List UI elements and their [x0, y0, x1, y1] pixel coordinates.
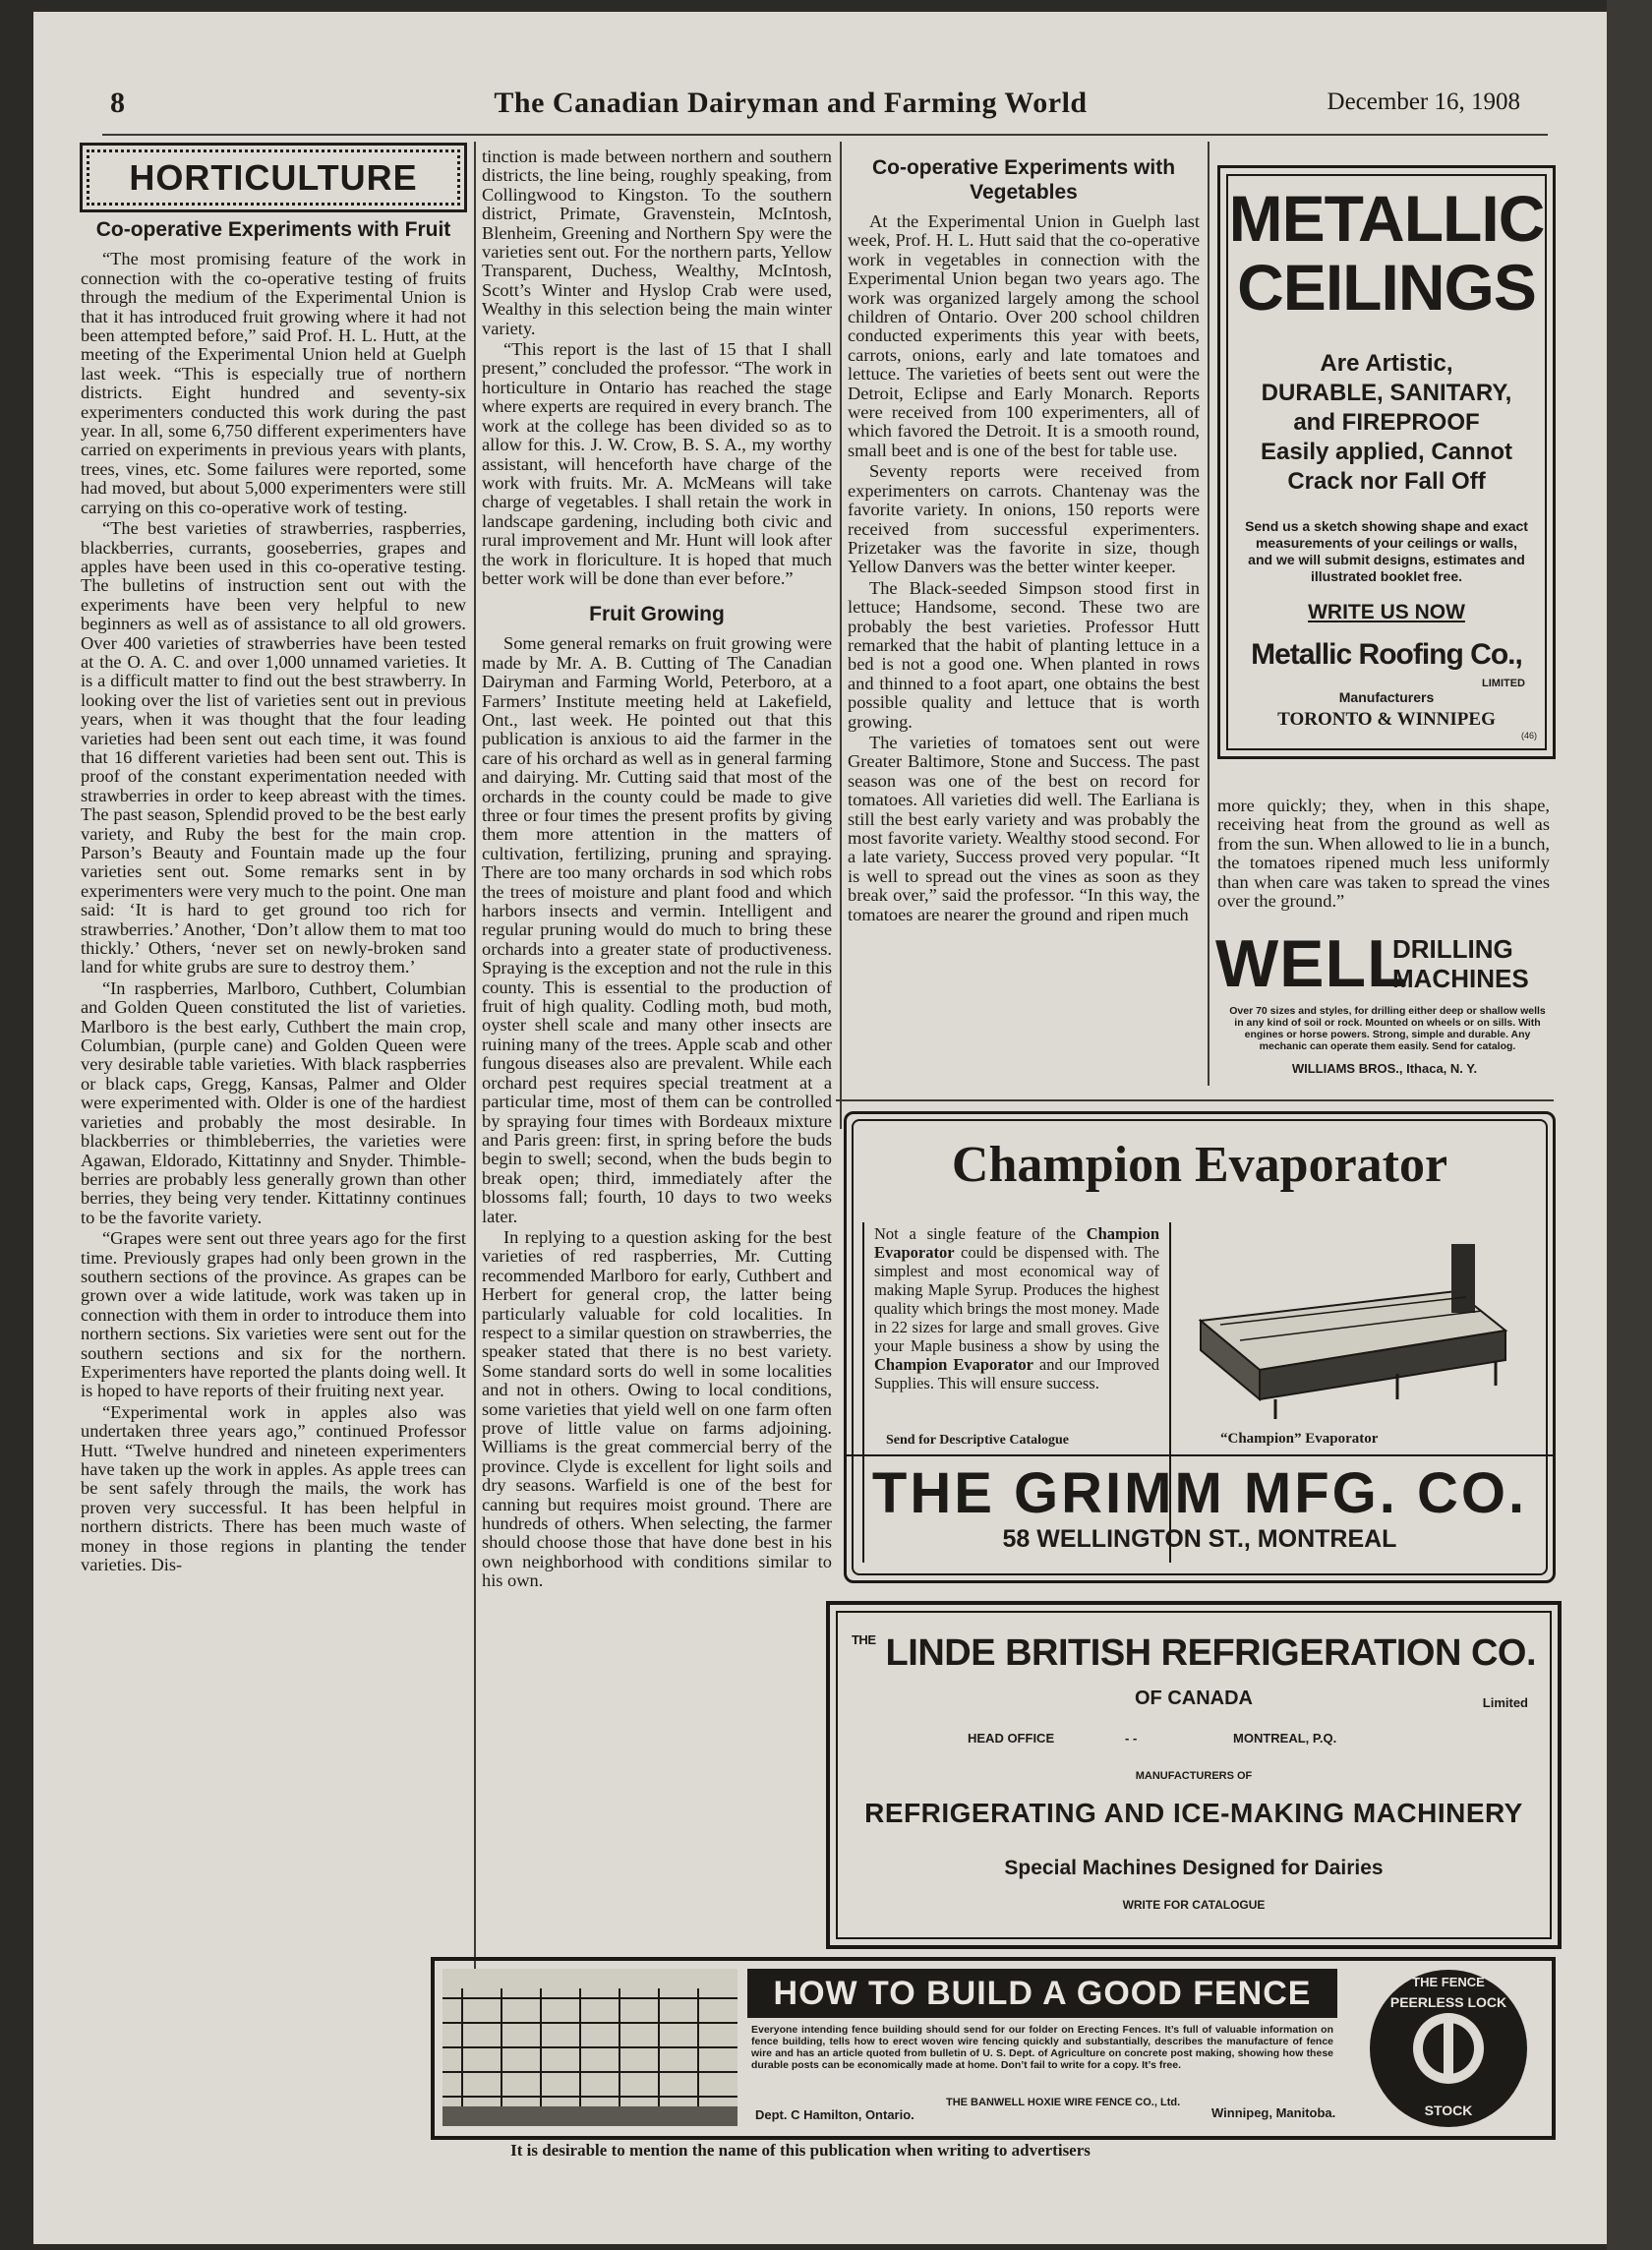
badge-top: THE FENCE — [1412, 1975, 1485, 1989]
fence-text: Everyone intending fence building should send for our folder on Erecting Fences. It’s full of valuable information on fence building, tells how to erect woven wire fencing quickly and substantially, describes the manufacture of fence wire and has an article quoted from bulletin of U. S. Dept. of Agriculture on concrete post making, showing how these durable posts can be economically made at home. Don’t fail to write for a copy. It’s free. — [751, 2024, 1333, 2071]
metallic-cities: TORONTO & WINNIPEG — [1277, 709, 1496, 730]
ad-fence — [431, 1957, 1556, 2140]
metallic-limited: LIMITED — [1482, 678, 1525, 689]
paragraph: At the Experimental Union in Guelph last week, Prof. H. L. Hutt said that the co-operative work in vegetables in connection with the Experimental Union began two years ago. The work was organized largely among the school children of Ontario. Over 200 school children conducted experiments this year with beets, carrots, onions, early and late tomatoes and lettuce. The varieties of beets sent out were the Detroit, Eclipse and Early Monarch. Reports were received from 100 experimenters, all of which favored the Detroit. It is a smooth round, small beet and is one of the best for table use. — [848, 211, 1200, 460]
paragraph: “In raspberries, Marlboro, Cuthbert, Columbian and Golden Queen constituted the list of varieties. Marlboro is the best early, Cuthbert the main crop, Columbian, (purple cane) and Golden Queen were very desirable table varieties. With black raspberries or black caps, Gregg, Kansas, Palmer and Older were experimented with. Older is one of the hardiest varieties and probably the most desirable. In blackberries or thimbleberries, the varieties were Agawan, Eldorado, Kittatinny and Snyder. Thimble-berries are probably less generally grown than other berries, they being very tender. Kittatinny continues to be the favorite variety. — [81, 977, 466, 1227]
fence-title: HOW TO BUILD A GOOD FENCE — [747, 1969, 1337, 2018]
paragraph: “Grapes were sent out three years ago for the first time. Previously grapes had only been grown in the southern sections of the province. As grapes can be grown over a wide latitude, work was taken up in connection with them in order to introduce them into northern sections. Six varieties were sent out for the southern sections and six for the northern. Experimenters have reported the plants doing well. It is hoped to have reports of their fruiting next year. — [81, 1228, 466, 1401]
well-company: WILLIAMS BROS., Ithaca, N. Y. — [1291, 1061, 1478, 1076]
paragraph: “Experimental work in apples also was undertaken three years ago,” continued Professor Hutt. “Twelve hundred and nineteen experimenters have taken up the work in apples. As apple trees can be sent safely through the mails, the work has proven very successful. It has been helpful in northern districts. There has been much waste of money in those regions in planting the tender varieties. Dis- — [81, 1401, 466, 1575]
well-right: DRILLING MACHINES — [1392, 934, 1529, 993]
paragraph: Some general remarks on fruit growing were made by Mr. A. B. Cutting of The Canadian Dairyman and Farming World, Peterboro, at a Farmers’ Institute meeting held at Lakefield, Ont., last week. He pointed out that this publication is anxious to aid the farmer in the care of his orchard as well as in general farming and dairying. Mr. Cutting said that most of the orchards in the county could be made to give three or four times the present profits by giving them more attention in the matters of cultivation, fertilizing, pruning and spraying. There are too many orchards in sod which robs the trees of moisture and plant food and which harbors insects and vermin. Intelligent and regular pruning would do much to bring these orchards into a greater state of productiveness. Spraying is the exception and not the rule in this county. This is essential to the production of fruit of high quality. Codling moth, bud moth, oyster shell scale and many other insects are ruining many of the trees. Apple scab and other fungous diseases also are prevalent. While each orchard pest requires special treatment at a particular time, most of them can be controlled by spraying four times with Bordeaux mixture and Paris green: first, in spring before the buds begin to swell; second, when the buds begin to break open; third, immediately after the blossoms fall; fourth, 10 days to two weeks later. — [482, 633, 832, 1226]
badge-bottom: STOCK — [1424, 2102, 1473, 2118]
fence-winnipeg: Winnipeg, Manitoba. — [1211, 2105, 1336, 2120]
evaporator-illustration — [1181, 1242, 1535, 1429]
paragraph: more quickly; they, when in this shape, receiving heat from the ground as well as from the sun. When allowed to lie in a bunch, the tomatoes ripened much less uniformly than when care was taken to spread the vines over the ground.” — [1217, 796, 1550, 912]
column-rule — [1208, 142, 1210, 1086]
rule — [836, 1099, 1554, 1101]
column-3 — [848, 155, 1200, 926]
ad-champion-evaporator — [844, 1111, 1556, 1583]
footer-note: It is desirable to mention the name of this publication when writing to advertisers — [510, 2141, 1091, 2160]
linde-name-row: $^{THE}$ LINDE BRITISH REFRIGERATION CO. — [851, 1632, 1537, 1674]
header-rule — [102, 134, 1548, 136]
champion-company: THE GRIMM MFG. CO. — [871, 1461, 1528, 1525]
column-rule — [474, 142, 476, 2126]
linde-head: HEAD OFFICE — [968, 1731, 1055, 1746]
linde-mfr: MANUFACTURERS OF — [1135, 1770, 1253, 1782]
newspaper-page — [33, 12, 1607, 2244]
champion-address: 58 WELLINGTON ST., MONTREAL — [1002, 1525, 1397, 1553]
page-number: 8 — [110, 87, 125, 119]
linde-of: OF CANADA — [1135, 1688, 1253, 1709]
paragraph: Seventy reports were received from experimenters on carrots. Chantenay was the favorite variety. In onions, 150 reports were received from successful experimenters. Prizetaker was the favorite in size, though Yellow Danvers was the better winter keeper. — [848, 461, 1200, 577]
paragraph: “The most promising feature of the work in connection with the co-operative testing of fruits through the medium of the Experimental Union is that it has introduced fruit growing where it had not been attempted before,” said Prof. H. L. Hutt, at the meeting of the Experimental Union held at Guelph last week. “This is especially true of northern districts. Eight hundred and seventy-six experimenters conducted this work during the past year. In all, some 6,750 different experimenters have carried on experiments in previous years with plants, trees, vines, etc. Some failures were reported, some had moved, but about 5,000 experimenters were still carrying on this co-operative work of testing. — [81, 249, 466, 517]
metallic-title: METALLIC CEILINGS — [1228, 182, 1545, 324]
champion-title: Champion Evaporator — [951, 1137, 1448, 1193]
champion-text: Not a single feature of the Champion Evaporator could be dispensed with. The simplest and most economical way of making Maple Syrup. Produces the highest quality which brings the most money. Made in 22 sizes for large and small groves. Give your Maple business a show by using the Champion Evaporator and our Improved Supplies. This will ensure success. — [874, 1224, 1159, 1392]
ad-well-drilling — [1215, 926, 1554, 1084]
column-4-text — [1217, 797, 1550, 913]
paragraph: “The best varieties of strawberries, raspberries, blackberries, currants, gooseberries, grapes and apples have been used in this co-operative testing. The bulletins of instruction sent out with the experiments have been very helpful to new beginners as well as of assistance to all old growers. Over 400 varieties of strawberries have been tested at the O. A. C. and over 1,000 unnamed varieties. It is a difficult matter to find out the best strawberry. In looking over the list of varieties sent out in previous years, when it was thought that the four leading varieties had been sent out each time, it was found that 16 different varieties had been sent out. This is proof of the constant experimentation needed with strawberries in order to keep abreast with the times. The past season, Splendid proved to be the best early variety, and Ruby the best for the main crop. Parson’s Beauty and Fountain made up the four varieties sent out. Some remarks sent in by experimenters were very much to the point. One man said: ‘It is hard to get ground too rich for strawberries.’ Another, ‘Don’t allow them to mat too thickly.’ Others, ‘never set on newly-broken sand land for white grubs are sure to destroy them.’ — [81, 518, 466, 977]
linde-write: WRITE FOR CATALOGUE — [1122, 1898, 1266, 1912]
section-banner: HORTICULTURE — [87, 149, 460, 206]
well-big: WELL — [1215, 926, 1409, 1001]
linde-special: Special Machines Designed for Dairies — [1004, 1857, 1384, 1879]
ad-linde-refrigeration — [826, 1601, 1562, 1949]
metallic-small: Send us a sketch showing shape and exact measurements of your ceilings or walls, and we will submit designs, estimates and illustrated booklet free. — [1245, 518, 1528, 584]
paragraph: tinction is made between northern and southern districts, the line being, roughly speaking, from Collingwood to Kingston. To the southern district, Primate, Gravenstein, McIntosh, Blenheim, Greening and Northern Spy were the varieties sent out. For the northern parts, Yellow Transparent, Duchess, Wealthy, McIntosh, Scott’s Winter and Hyslop Crab were used, Wealthy in this selection being the main winter variety. — [482, 147, 832, 338]
metallic-manufacturers: Manufacturers — [1338, 689, 1435, 705]
linde-city: MONTREAL, P.Q. — [1233, 1731, 1337, 1746]
paragraph: In replying to a question asking for the best varieties of red raspberries, Mr. Cutting recommended Marlboro for early, Cuthbert and Herbert for general crop, the latter being particularly valuable for cold localities. In respect to a similar question on strawberries, the speaker stated that there is no best variety. Some standard sorts do well in some localities and not in others. Owing to local conditions, some varieties that yield well on one farm often prove of little value on farms adjoining. Williams is the great commercial berry of the province. Clyde is excellent for light soils and dry seasons. Warfield is one of the best for canning but requires moist ground. There are hundreds of others. When selecting, the farmer should choose those that have done best in his own neighborhood with conditions similar to his own. — [482, 1226, 832, 1591]
well-small: Over 70 sizes and styles, for drilling either deep or shallow wells in any kind of soil or rock. Mounted on wheels or on sills. With engines or horse powers. Strong, simple and durable. Any mechanic can operate them easily. Send for catalog. — [1229, 1005, 1546, 1052]
paragraph: The varieties of tomatoes sent out were Greater Baltimore, Stone and Success. The past season was one of the best on record for tomatoes. All varieties did well. The Earliana is still the best early variety and was probably the most favorite variety. Wealthy stood second. For a late variety, Success proved very popular. “It is well to spread out the vines as soon as they break over,” said the professor. “In this way, the tomatoes are nearer the ground and ripen much — [848, 732, 1200, 924]
publication-title: The Canadian Dairyman and Farming World — [494, 87, 1088, 119]
metallic-features: Are Artistic, DURABLE, SANITARY, and FIREPROOF Easily applied, Cannot Crack nor Fall Off — [1260, 350, 1513, 495]
metallic-write: WRITE US NOW — [1308, 601, 1465, 623]
page-header — [33, 77, 1607, 136]
column-2 — [482, 148, 832, 1593]
article-heading-vegetables: Co-operative Experiments with Vegetables — [871, 156, 1176, 204]
fence-illustration — [442, 1969, 738, 2126]
fence-dept: Dept. C Hamilton, Ontario. — [755, 2107, 914, 2122]
badge-mid: PEERLESS LOCK — [1389, 1994, 1507, 2010]
linde-product: REFRIGERATING AND ICE-MAKING MACHINERY — [864, 1798, 1523, 1828]
paragraph: “This report is the last of 15 that I shall present,” concluded the professor. “The work in horticulture in Ontario has reached the stage where experts are required in every branch. The work at the college has been divided so as to allow for this. J. W. Crow, B. S. A., my worthy assistant, will henceforth have charge of the work with fruits. Mr. A. McMeans will take charge of vegetables. I shall retain the work in landscape gardening, including both civic and rural improvement and Mr. Hunt will look after the work in floriculture. It is hoped that much better work will be done than ever before.” — [482, 339, 832, 588]
issue-date: December 16, 1908 — [1327, 89, 1520, 115]
linde-limited: Limited — [1482, 1695, 1528, 1710]
binding-edge — [1607, 0, 1652, 2250]
article-heading-fruit-growing: Fruit Growing — [589, 603, 725, 626]
metallic-company: Metallic Roofing Co., — [1251, 638, 1522, 671]
fence-company: THE BANWELL HOXIE WIRE FENCE CO., Ltd. — [946, 2097, 1181, 2108]
ad-metallic-ceilings — [1217, 165, 1556, 759]
article-heading-fruit: Co-operative Experiments with Fruit — [95, 218, 451, 242]
champion-catalogue: Send for Descriptive Catalogue — [886, 1433, 1069, 1448]
column-rule — [840, 142, 842, 1129]
champion-caption: “Champion” Evaporator — [1220, 1431, 1379, 1447]
column-1 — [81, 142, 466, 1576]
linde-dashes: - - — [1125, 1731, 1138, 1746]
paragraph: The Black-seeded Simpson stood first in lettuce; Handsome, second. These two are probably the best varieties. Professor Hutt remarked that the habit of planting lettuce in a bed is not a good one. When planted in rows and thinned to a foot apart, one obtains the best possible quality and lettuce that is worth growing. — [848, 577, 1200, 732]
metallic-code: (46) — [1520, 731, 1537, 740]
